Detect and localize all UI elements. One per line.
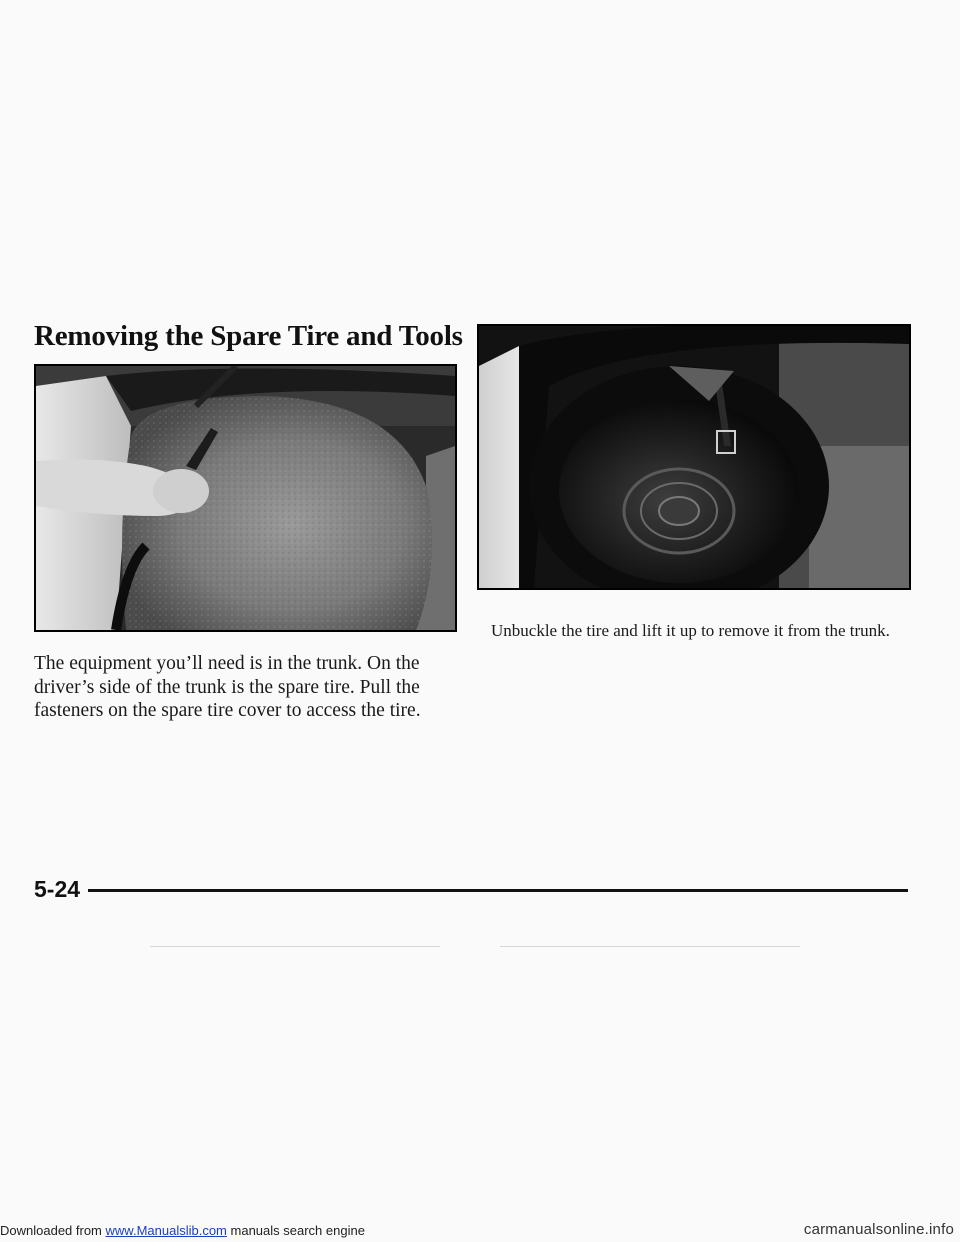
download-footer xyxy=(0,1223,365,1238)
watermark-text: carmanualsonline.info xyxy=(803,1221,954,1238)
manualslib-link[interactable]: www.Manualslib.com xyxy=(105,1223,227,1238)
trunk-spare-cover-illustration xyxy=(36,366,455,630)
right-figure-caption: Unbuckle the tire and lift it up to remove it from the trunk. xyxy=(491,621,890,640)
footer-prefix: Downloaded from xyxy=(0,1223,102,1238)
trunk-spare-cover-photo xyxy=(34,364,457,632)
spare-tire-photo xyxy=(477,324,911,590)
page-number: 5-24 xyxy=(34,876,81,902)
left-figure-caption: The equipment you’ll need is in the trunk. On the driver’s side of the trunk is the spare tire. Pull the fasteners on the spare tire cover to access the tire. xyxy=(34,653,421,721)
spare-tire-illustration xyxy=(479,326,909,588)
scan-artifact-line xyxy=(150,946,440,947)
footer-suffix: manuals search engine xyxy=(230,1223,365,1238)
section-title: Removing the Spare Tire and Tools xyxy=(34,320,463,352)
scan-artifact-line xyxy=(500,946,800,947)
page-rule xyxy=(88,889,908,892)
